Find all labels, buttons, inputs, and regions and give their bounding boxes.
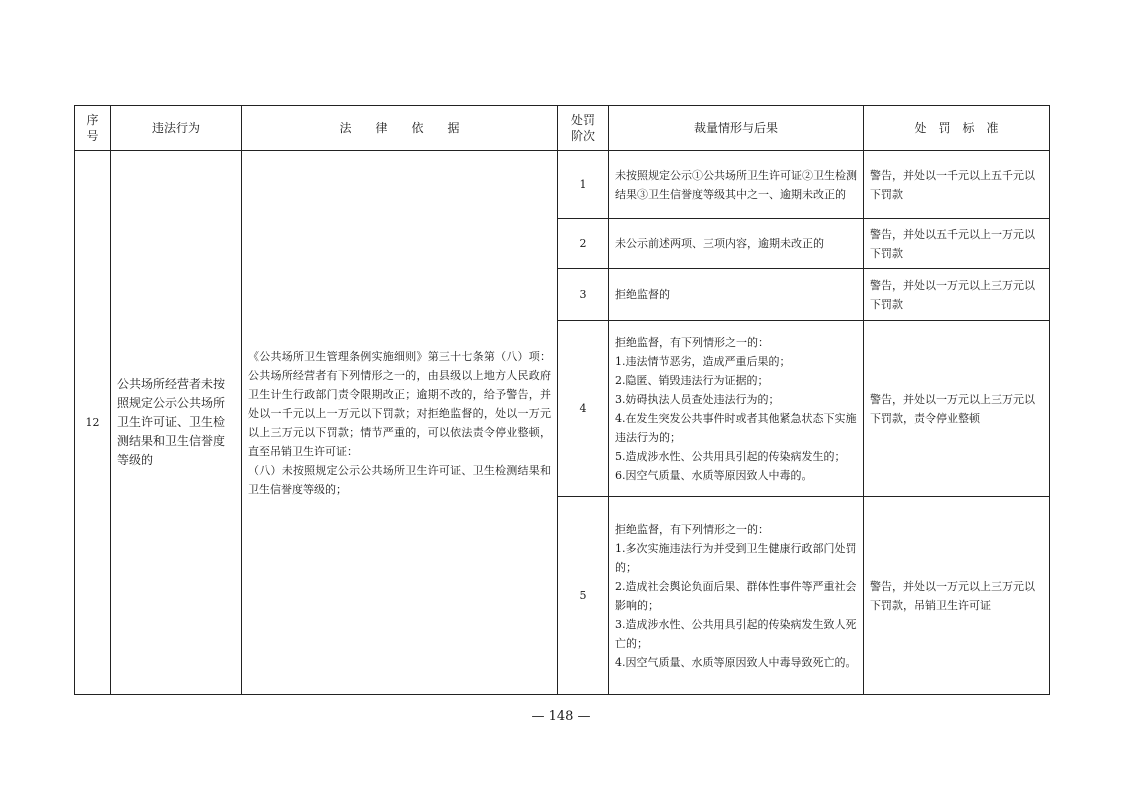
level-step: 3 [558, 269, 609, 321]
header-condition: 裁量情形与后果 [609, 106, 864, 151]
level-standard: 警告，并处以一万元以上三万元以下罚款 [864, 269, 1050, 321]
header-step: 处罚 阶次 [558, 106, 609, 151]
row-legal-basis [242, 151, 558, 695]
header-violation: 违法行为 [111, 106, 242, 151]
row-seq: 12 [75, 151, 111, 695]
header-row [75, 106, 1050, 151]
level-step: 2 [558, 219, 609, 269]
header-seq: 序 号 [75, 106, 111, 151]
level-condition: 拒绝监督的 [609, 269, 864, 321]
level-standard: 警告，并处以一万元以上三万元以下罚款，吊销卫生许可证 [864, 497, 1050, 695]
row-violation: 公共场所经营者未按照规定公示公共场所卫生许可证、卫生检测结果和卫生信誉度等级的 [111, 151, 242, 695]
penalty-standard-table [74, 105, 1050, 695]
table-row [75, 151, 1050, 219]
header-legal-basis: 法 律 依 据 [242, 106, 558, 151]
level-condition: 拒绝监督，有下列情形之一的： 1.违法情节恶劣，造成严重后果的； 2.隐匿、销毁违法行为证据的； 3.妨碍执法人员查处违法行为的； 4.在发生突发公共事件时或者其他紧急状态下实施违法行为的； 5.造成涉水性、公共用具引起的传染病发生的； 6.因空气质量、水质等原因致人中毒的。 [609, 321, 864, 497]
level-standard: 警告，并处以五千元以上一万元以下罚款 [864, 219, 1050, 269]
level-condition: 未按照规定公示①公共场所卫生许可证②卫生检测结果③卫生信誉度等级其中之一、逾期未改正的 [609, 151, 864, 219]
legal-basis-main: 《公共场所卫生管理条例实施细则》第三十七条第（八）项：公共场所经营者有下列情形之一的，由县级以上地方人民政府卫生计生行政部门责令限期改正；逾期不改的，给予警告，并处以一千元以上一万元以下罚款；对拒绝监督的，处以一万元以上三万元以下罚款；情节严重的，可以依法责令停业整顿，直至吊销卫生许可证： [248, 349, 551, 458]
level-step: 1 [558, 151, 609, 219]
level-condition: 拒绝监督，有下列情形之一的： 1.多次实施违法行为并受到卫生健康行政部门处罚的； 2.造成社会舆论负面后果、群体性事件等严重社会影响的； 3.造成涉水性、公共用具引起的传染病发生致人死亡的； 4.因空气质量、水质等原因致人中毒导致死亡的。 [609, 497, 864, 695]
level-step: 4 [558, 321, 609, 497]
level-standard: 警告，并处以一万元以上三万元以下罚款，责令停业整顿 [864, 321, 1050, 497]
level-step: 5 [558, 497, 609, 695]
level-condition: 未公示前述两项、三项内容，逾期未改正的 [609, 219, 864, 269]
header-standard: 处 罚 标 准 [864, 106, 1050, 151]
level-standard: 警告，并处以一千元以上五千元以下罚款 [864, 151, 1050, 219]
page-number: — 148 — [531, 709, 591, 724]
legal-basis-item: （八）未按照规定公示公共场所卫生许可证、卫生检测结果和卫生信誉度等级的； [248, 463, 551, 496]
penalty-table-container [74, 105, 1049, 695]
